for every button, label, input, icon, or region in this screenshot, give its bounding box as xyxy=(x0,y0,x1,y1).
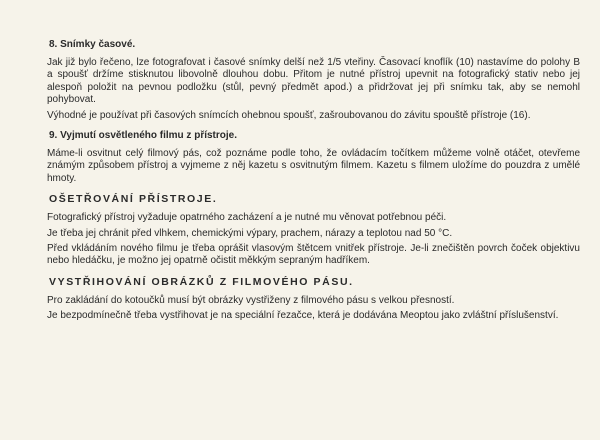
paragraph: Je třeba jej chránit před vlhkem, chemickými výpary, prachem, nárazy a teplotou nad 50 °C. xyxy=(47,227,453,239)
section-vystrihovani-obrazku xyxy=(47,275,580,323)
section-osetrovani-pristroje xyxy=(47,192,580,268)
paragraph: Je bezpodmínečně třeba vystřihovat je na speciální řezačce, která je dodávána Meoptou jako zvláštní příslušenství. xyxy=(47,310,559,322)
paragraph: Před vkládáním nového filmu je třeba oprášit vlasovým štětcem vnitřek přístroje. Je-li znečištěn povrch čoček objektivu nebo hledáčku, je možno jej opatrně očistit měkkým sepraným hadříkem. xyxy=(47,243,580,267)
section-heading: 8. Snímky časové. xyxy=(49,39,136,50)
paragraph: Výhodné je používat při časových snímcích ohebnou spoušť, zašroubovanou do závitu spouště přístroje (16). xyxy=(47,109,531,121)
paragraph: Jak již bylo řečeno, lze fotografovat i časové snímky delší než 1/5 vteřiny. Časovací knoflík (10) nastavíme do polohy B a spoušť držíme stisknutou libovolně dlouhou dobu. Přitom je nutné přístroj upevnit na fotografický stativ nebo jej alespoň položit na pevnou podložku (stůl, pevný předmět apod.) a přidržovat jej při snímku tak, aby se nemohl pohybovat. xyxy=(47,57,580,106)
paragraph: Máme-li osvitnut celý filmový pás, což poznáme podle toho, že ovládacím točítkem můžeme volně otáčet, otevřeme známým způsobem přístroj a vyjmeme z něj kazetu s osvitnutým filmem. Kazetu s filmem uložíme do pouzdra z umělé hmoty. xyxy=(47,148,580,184)
section-vyjmuti-filmu xyxy=(47,129,580,185)
paragraph: Pro zakládání do kotoučků musí být obrázky vystřiženy z filmového pásu s velkou přesností. xyxy=(47,294,455,306)
section-heading: 9. Vyjmutí osvětleného filmu z přístroje. xyxy=(49,130,238,142)
section-heading: VYSTŘIHOVÁNÍ OBRÁZKŮ Z FILMOVÉHO PÁSU. xyxy=(49,275,354,288)
section-snimky-casove xyxy=(47,38,580,122)
paragraph: Fotografický přístroj vyžaduje opatrného zacházení a je nutné mu věnovat potřebnou péči. xyxy=(47,212,447,224)
section-heading: OŠETŘOVÁNÍ PŘÍSTROJE. xyxy=(49,193,218,206)
